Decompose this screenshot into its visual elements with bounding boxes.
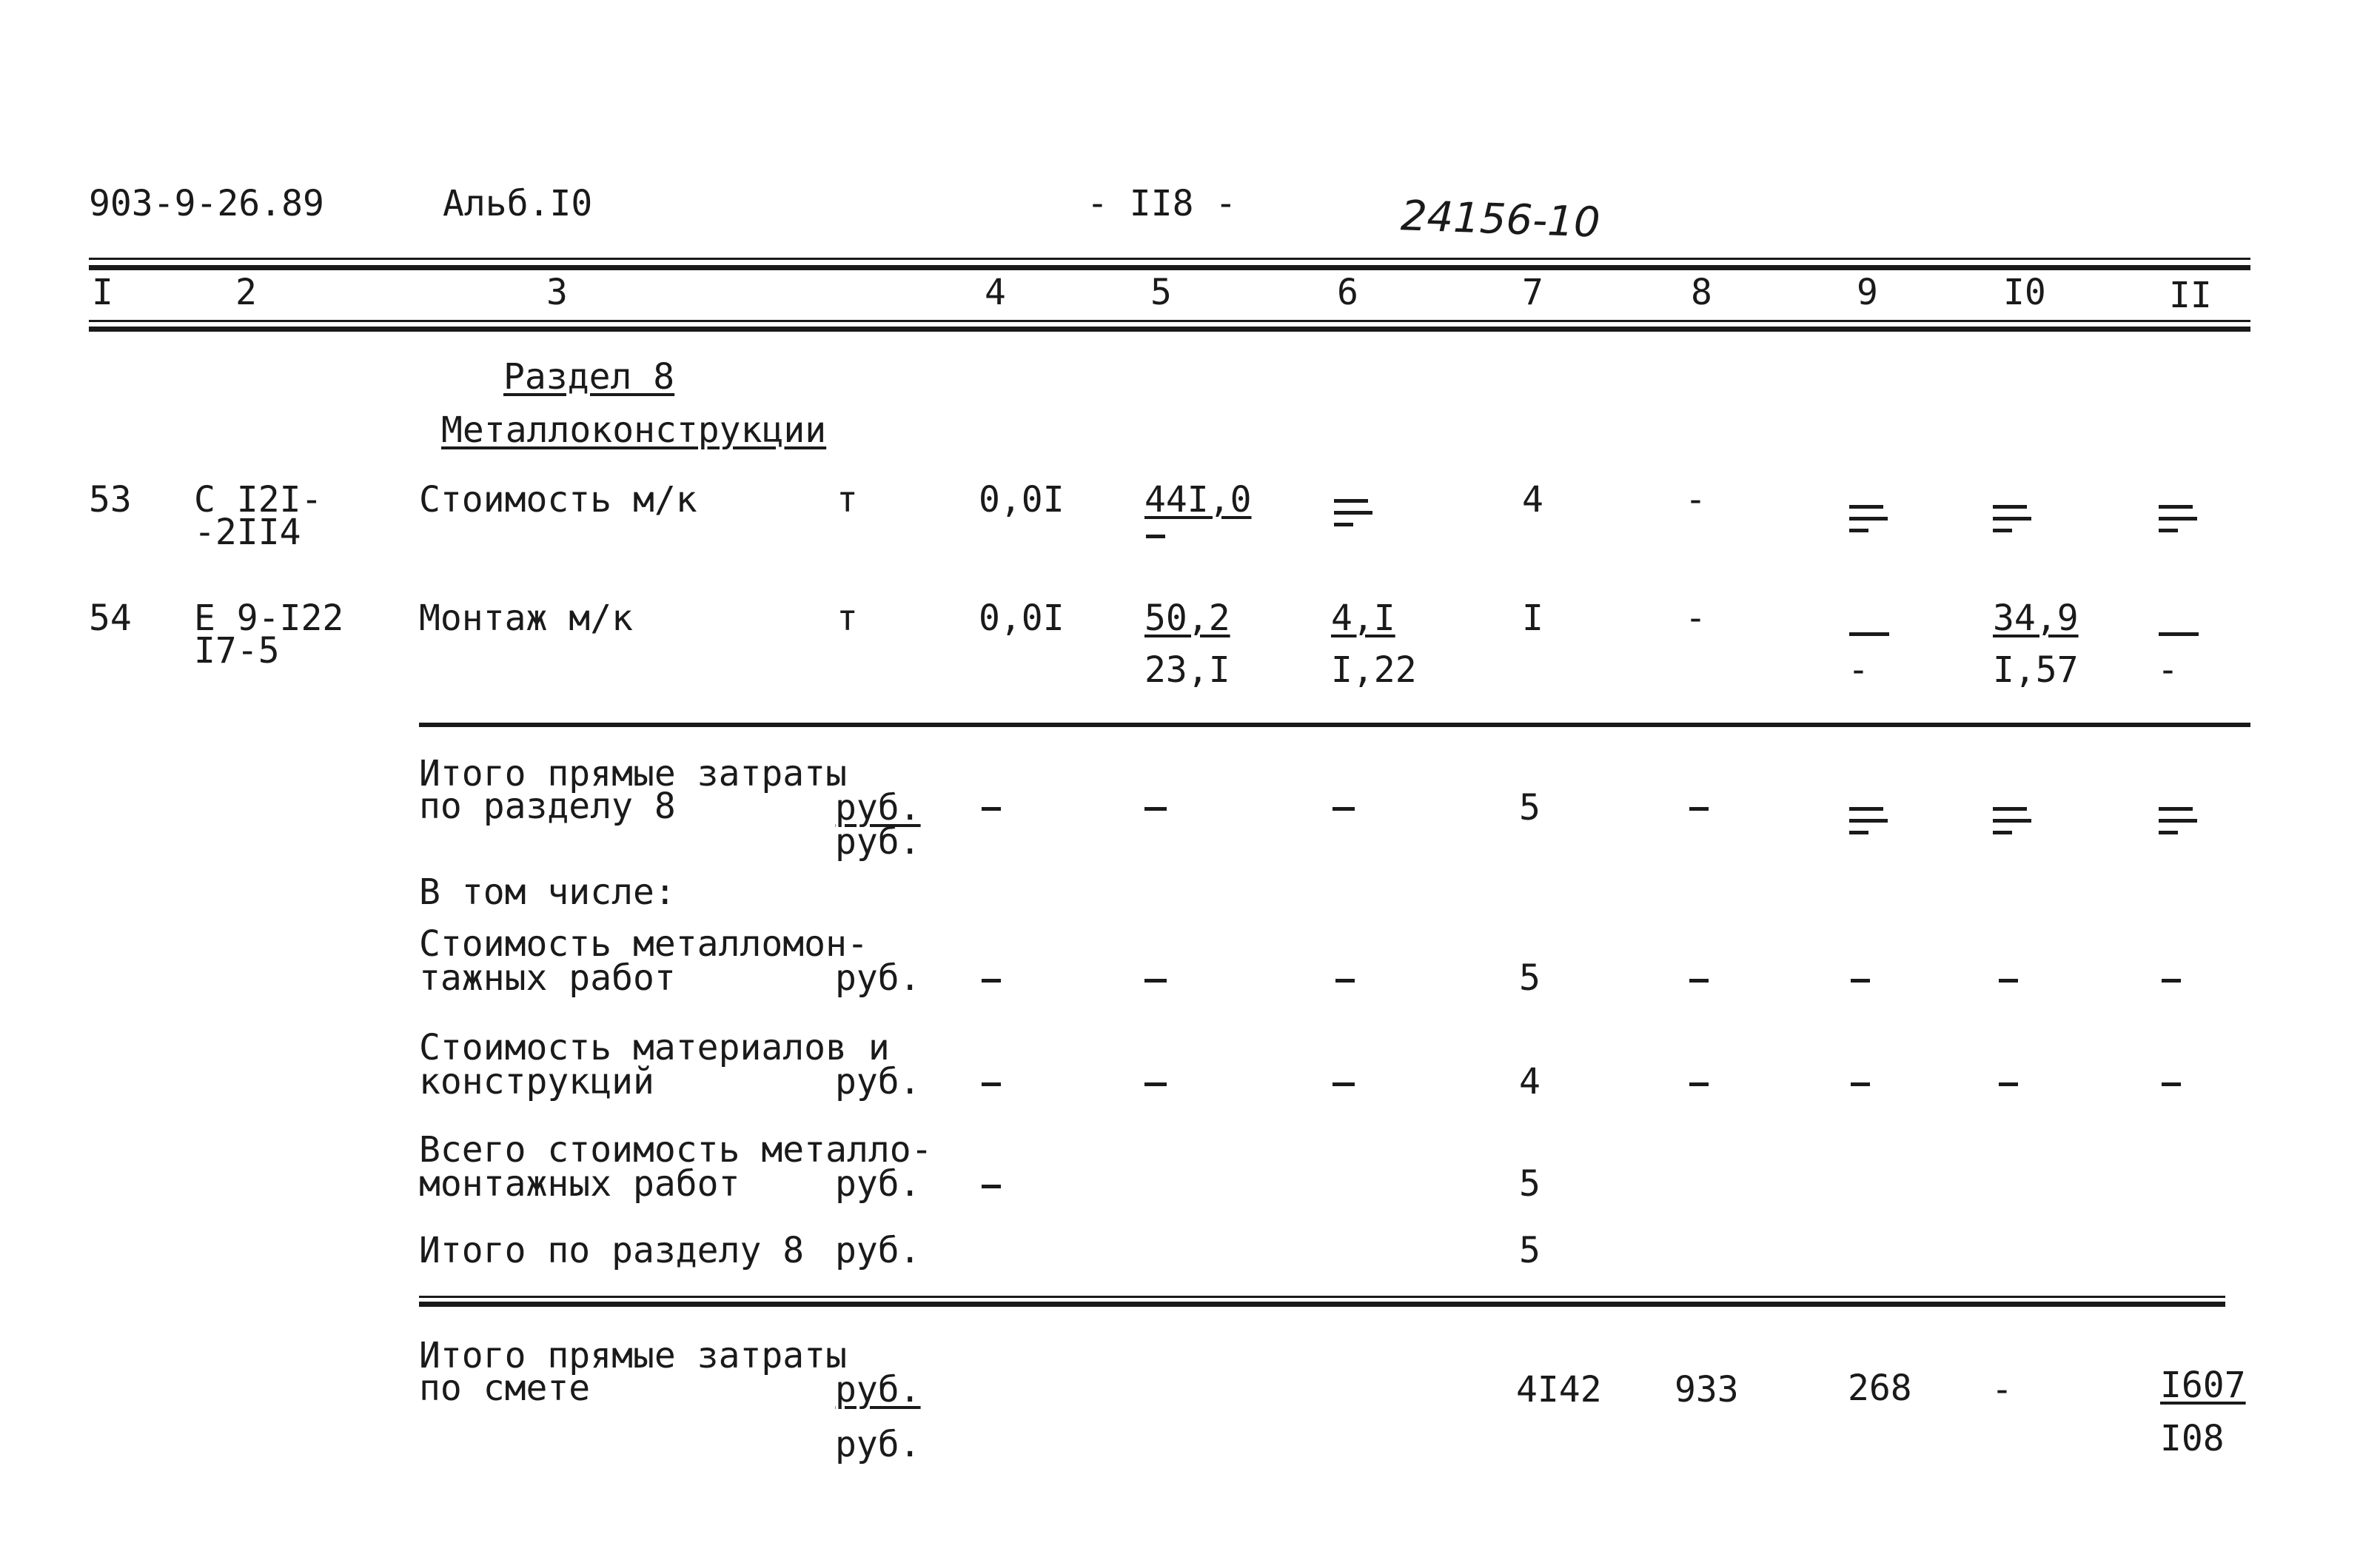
row-53-col7: 4 (1522, 479, 1543, 521)
metal-col7: 5 (1519, 957, 1541, 999)
page-number: - II8 - (1087, 183, 1237, 224)
row-53-unit: т (837, 479, 858, 521)
row-53-col6-ditto (1331, 492, 1371, 529)
materials-col4-dash (982, 1082, 1001, 1086)
direct-col5-dash (1144, 807, 1167, 811)
direct-col10-ditto (1990, 800, 2030, 837)
header-bottom-rule-thin (89, 320, 2250, 322)
row-54-col10: 34,9 (1993, 598, 2079, 639)
row-54-unit: т (837, 598, 858, 639)
materials-label-2: конструкций (419, 1061, 654, 1102)
estimate-total-label: Итого прямые затраты (419, 1335, 847, 1376)
row-54-price-wage: 23,I (1144, 649, 1230, 691)
direct-col4-dash (982, 807, 1001, 811)
col-header-10: I0 (2003, 272, 2046, 313)
row-53-col8: - (1685, 479, 1706, 521)
row-53-name: Стоимость м/к (419, 479, 697, 521)
all-metal-works-label-2: монтажных работ (419, 1163, 740, 1205)
row-54-col8: - (1685, 598, 1706, 639)
row-54-col9-bottom: - (1848, 649, 1869, 691)
section-total-unit: руб. (835, 1230, 921, 1271)
materials-col11-dash (2162, 1082, 2181, 1086)
all-metal-col4-dash (982, 1185, 1001, 1188)
estimate-rule-thin (419, 1296, 2225, 1298)
including-label: В том числе: (419, 871, 676, 913)
row-53-price-dash (1146, 535, 1165, 538)
top-rule-thin (89, 258, 2250, 260)
handwritten-number: 24156-10 (1399, 192, 1601, 247)
metal-works-label: Стоимость металломон- (419, 923, 868, 965)
header-bottom-rule (89, 327, 2250, 332)
row-54-num: 54 (89, 598, 132, 639)
direct-costs-unit-2: руб. (835, 821, 921, 863)
materials-col7: 4 (1519, 1061, 1541, 1102)
section-subtitle: Металлоконструкции (441, 409, 827, 451)
section-total-col7: 5 (1519, 1230, 1541, 1271)
all-metal-col7: 5 (1519, 1163, 1541, 1205)
estimate-unit-2: руб. (835, 1424, 921, 1465)
row-53-code-2: -2II4 (194, 512, 301, 553)
row-54-col11-bottom: - (2157, 649, 2179, 691)
materials-col6-dash (1333, 1082, 1355, 1086)
row-54-col11-dash (2159, 632, 2199, 636)
metal-col11-dash (2162, 979, 2181, 983)
metal-col6-dash (1335, 979, 1355, 983)
col-header-9: 9 (1857, 272, 1878, 313)
materials-unit: руб. (835, 1061, 921, 1102)
materials-col9-dash (1851, 1082, 1870, 1086)
metal-col5-dash (1144, 979, 1167, 983)
estimate-col9: 268 (1848, 1368, 1912, 1409)
estimate-rule (419, 1302, 2225, 1307)
doc-code: 903-9-26.89 (89, 183, 324, 224)
row-54-price: 50,2 (1144, 598, 1230, 639)
all-metal-works-unit: руб. (835, 1163, 921, 1205)
album-number: Альб.I0 (443, 183, 593, 224)
estimate-col10: - (1991, 1369, 2013, 1410)
col-header-3: 3 (546, 272, 568, 313)
direct-costs-label-2: по разделу 8 (419, 786, 676, 827)
metal-col8-dash (1689, 979, 1709, 983)
section-total-label: Итого по разделу 8 (419, 1230, 805, 1271)
section-title: Раздел 8 (503, 356, 675, 398)
materials-col10-dash (1999, 1082, 2018, 1086)
row-53-code: С I2I- (194, 479, 323, 521)
row-54-code-2: I7-5 (194, 630, 280, 672)
row-53-col10-ditto (1990, 498, 2030, 535)
metal-works-label-2: тажных работ (419, 957, 676, 999)
col-header-2: 2 (235, 272, 257, 313)
metal-col4-dash (982, 979, 1001, 983)
col-header-4: 4 (985, 272, 1006, 313)
col-header-5: 5 (1150, 272, 1172, 313)
estimate-col11-bottom: I08 (2160, 1418, 2225, 1459)
row-54-name: Монтаж м/к (419, 598, 633, 639)
metal-col10-dash (1999, 979, 2018, 983)
estimate-unit: руб. (835, 1369, 921, 1410)
metal-works-unit: руб. (835, 957, 921, 999)
estimate-col11: I607 (2160, 1365, 2246, 1406)
estimate-total-label-2: по смете (419, 1368, 591, 1409)
row-54-col7: I (1522, 598, 1543, 639)
materials-col5-dash (1144, 1082, 1167, 1086)
col-header-8: 8 (1691, 272, 1712, 313)
direct-col11-ditto (2156, 800, 2196, 837)
direct-costs-unit: руб. (835, 787, 921, 829)
col-header-7: 7 (1522, 272, 1543, 313)
metal-col9-dash (1851, 979, 1870, 983)
direct-costs-label: Итого прямые затраты (419, 753, 847, 794)
row-53-qty: 0,0I (979, 479, 1065, 521)
row-54-col10-bottom: I,57 (1993, 649, 2079, 691)
row-54-code: Е 9-I22 (194, 598, 344, 639)
row-54-col9-dash (1849, 632, 1889, 636)
all-metal-works-label: Всего стоимость металло- (419, 1129, 933, 1171)
col-header-6: 6 (1337, 272, 1358, 313)
row-53-price: 44I,0 (1144, 479, 1252, 521)
section-rule (419, 723, 2250, 727)
materials-col8-dash (1689, 1082, 1709, 1086)
row-54-machine-wage: I,22 (1331, 649, 1417, 691)
row-54-machine: 4,I (1331, 598, 1395, 639)
materials-label: Стоимость материалов и (419, 1027, 890, 1068)
col-header-11: II (2169, 275, 2212, 316)
direct-col9-ditto (1846, 800, 1886, 837)
row-54-qty: 0,0I (979, 598, 1065, 639)
direct-col7: 5 (1519, 787, 1541, 829)
row-53-num: 53 (89, 479, 132, 521)
direct-col6-dash (1333, 807, 1355, 811)
row-53-col11-ditto (2156, 498, 2196, 535)
direct-col8-dash (1689, 807, 1709, 811)
estimate-col7: 4I42 (1516, 1369, 1602, 1410)
col-header-1: I (92, 272, 113, 313)
estimate-col8: 933 (1675, 1369, 1739, 1410)
top-rule (89, 265, 2250, 270)
row-53-col9-ditto (1846, 498, 1886, 535)
